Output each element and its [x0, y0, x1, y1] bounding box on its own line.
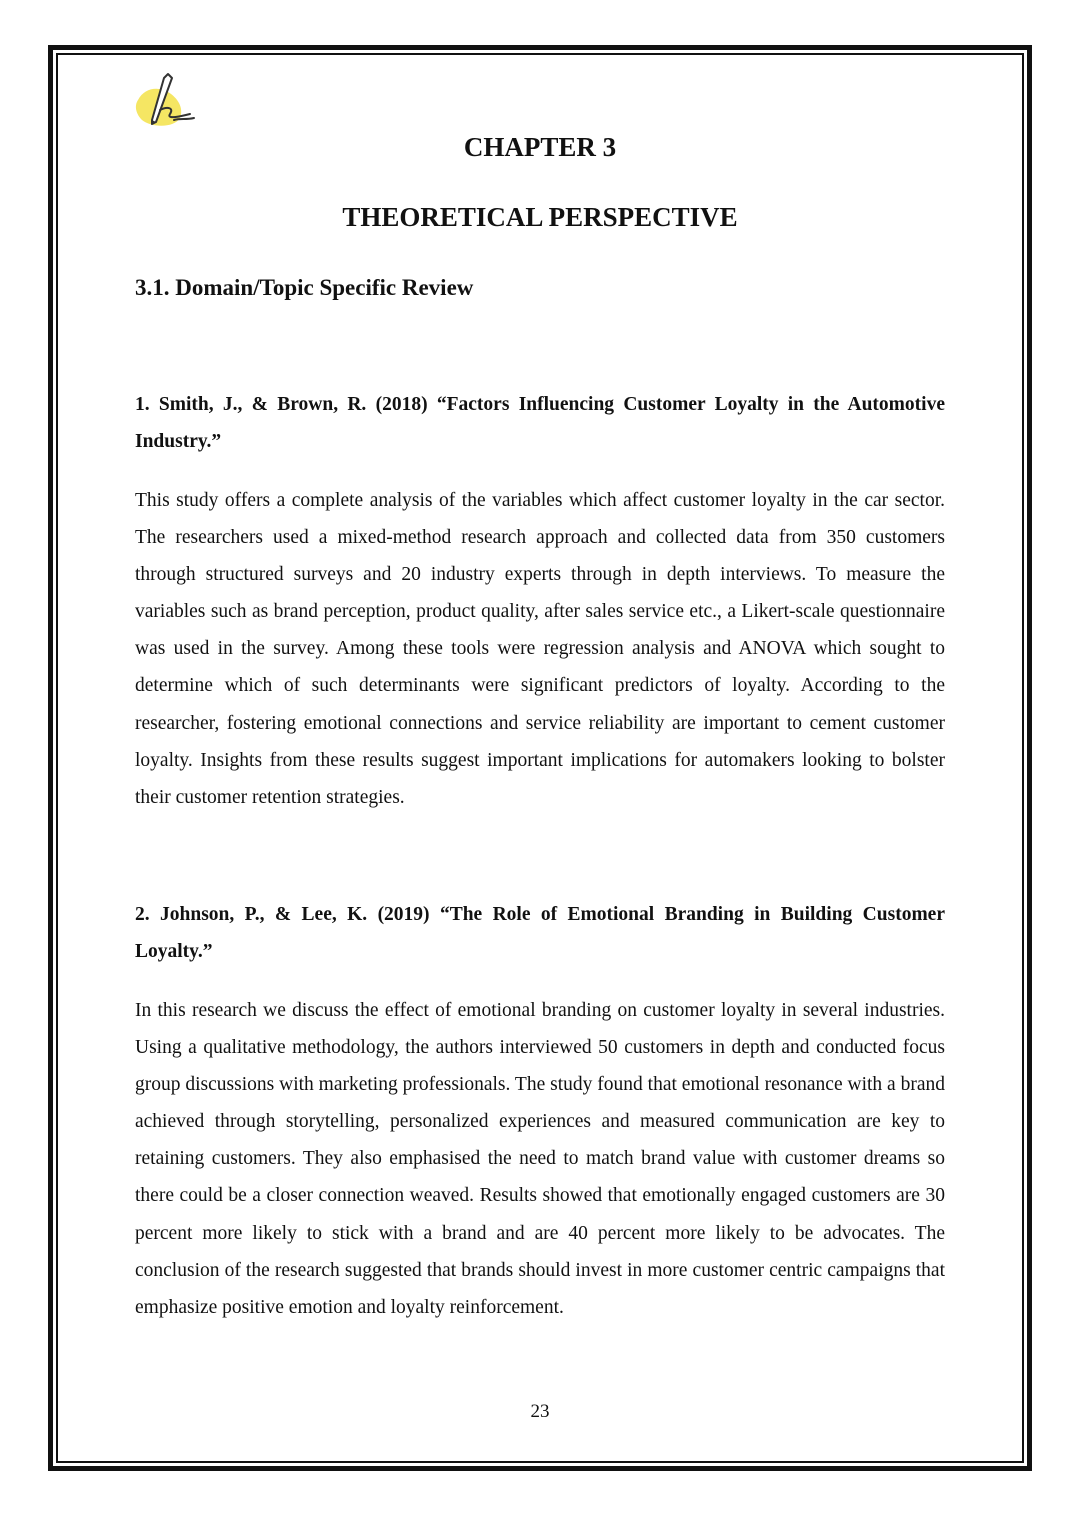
reference-heading: 2. Johnson, P., & Lee, K. (2019) “The Role of Emotional Branding in Building Customer Loyalty.”: [135, 904, 945, 962]
page-number: 23: [530, 1401, 550, 1422]
pen-writing-icon: [134, 70, 202, 132]
chapter-title: THEORETICAL PERSPECTIVE: [342, 202, 738, 232]
chapter-heading: CHAPTER 3: [463, 132, 617, 162]
section-heading: 3.1. Domain/Topic Specific Review: [135, 275, 474, 300]
reference-heading: 1. Smith, J., & Brown, R. (2018) “Factors Influencing Customer Loyalty in the Automotive Industry.”: [135, 394, 945, 452]
reference-summary: This study offers a complete analysis of the variables which affect customer loyalty in the car sector. The researchers used a mixed-method research approach and collected data from 350 customers through structured surveys and 20 industry experts through in depth interviews. To measure the variables such as brand perception, product quality, after sales service etc., a Likert-scale questionnaire was used in the survey. Among these tools were regression analysis and ANOVA which sought to determine which of such determinants were significant predictors of loyalty. According to the researcher, fostering emotional connections and service reliability are important to cement customer loyalty. Insights from these results suggest important implications for automakers looking to bolster their customer retention strategies.: [135, 490, 945, 808]
reference-summary: In this research we discuss the effect of emotional branding on customer loyalty in several industries. Using a qualitative methodology, the authors interviewed 50 customers in depth and conducted focus group discussions with marketing professionals. The study found that emotional resonance with a brand achieved through storytelling, personalized experiences and measured communication are key to retaining customers. They also emphasised the need to match brand value with customer dreams so there could be a closer connection weaved. Results showed that emotionally engaged customers are 30 percent more likely to stick with a brand and are 40 percent more likely to be advocates. The conclusion of the research suggested that brands should invest in more customer centric campaigns that emphasize positive emotion and loyalty reinforcement.: [135, 1000, 945, 1318]
